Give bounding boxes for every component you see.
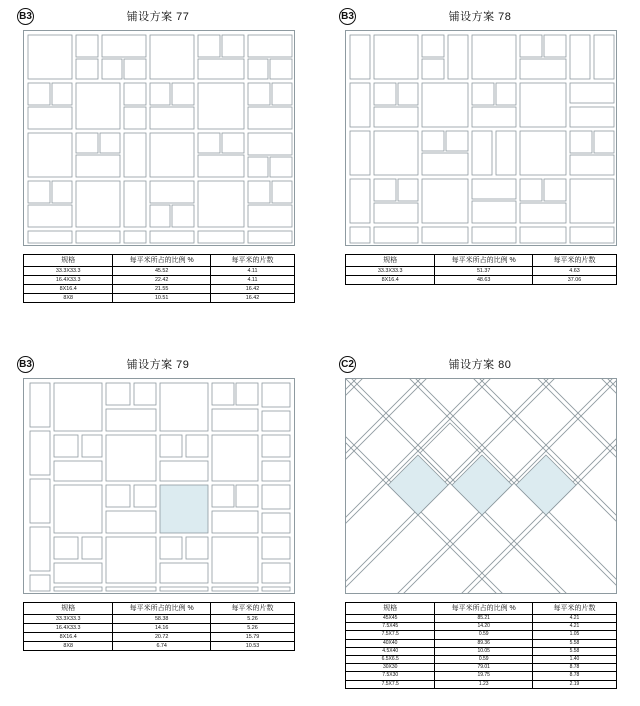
spec-table-80 [345,602,617,689]
cell-spec: 4.5X40 [346,647,435,655]
cell-ratio: 10.05 [435,647,533,655]
cell-count: 8.78 [532,672,616,680]
table-row [346,276,617,285]
page-title: 铺设方案 80 [448,359,512,371]
table-header-row [24,603,295,615]
cell-count: 4.63 [532,267,616,276]
cell-count: 4.21 [532,623,616,631]
cell-count: 5.58 [532,647,616,655]
spec-table-78 [345,254,617,285]
cell-ratio: 21.55 [113,285,211,294]
table-row [346,267,617,276]
cell-ratio: 45.52 [113,267,211,276]
table-row [346,639,617,647]
col-count: 每平米的片数 [210,255,294,267]
cell-spec: 8X16.4 [24,285,113,294]
tiling-diagram-77 [23,30,295,246]
panel-badge: C2 [339,356,356,373]
cell-spec: 30X30 [346,664,435,672]
panel-plan-79 [5,352,311,692]
cell-spec: 6.5X6.5 [346,656,435,664]
table-row [346,647,617,655]
cell-count: 5.26 [210,624,294,633]
page-title: 铺设方案 79 [126,359,190,371]
cell-ratio: 0.59 [435,631,533,639]
cell-ratio: 19.75 [435,672,533,680]
cell-count: 16.42 [210,294,294,303]
panel-badge: B3 [17,8,34,25]
cell-ratio: 48.63 [435,276,533,285]
col-spec: 规格 [346,255,435,267]
cell-ratio: 89.36 [435,639,533,647]
tiling-diagram-80 [345,378,617,594]
col-spec: 规格 [346,603,435,615]
cell-count: 1.40 [532,656,616,664]
cell-ratio: 79.01 [435,664,533,672]
table-row [346,656,617,664]
cell-count: 10.53 [210,642,294,651]
panel-plan-80 [327,352,633,692]
table-header-row [346,255,617,267]
spec-table-79 [23,602,295,651]
cell-spec: 16.4X33.3 [24,276,113,285]
table-row [24,267,295,276]
table-row [24,285,295,294]
table-row [24,642,295,651]
table-header-row [24,255,295,267]
page-title: 铺设方案 78 [448,11,512,23]
table-row [24,615,295,624]
cell-spec: 7.5X7.5 [346,631,435,639]
table-row [346,631,617,639]
tiling-diagram-78 [345,30,617,246]
cell-spec: 33.3X33.3 [346,267,435,276]
cell-spec: 7.5X7.5 [346,680,435,688]
cell-ratio: 14.20 [435,623,533,631]
col-ratio: 每平米所占的比例 % [435,255,533,267]
cell-count: 37.06 [532,276,616,285]
cell-count: 15.79 [210,633,294,642]
cell-spec: 8X16.4 [346,276,435,285]
tiling-diagram-79 [23,378,295,594]
col-spec: 规格 [24,603,113,615]
cell-spec: 8X8 [24,294,113,303]
panel-badge: B3 [17,356,34,373]
table-header-row [346,603,617,615]
cell-ratio: 20.72 [113,633,211,642]
cell-count: 2.19 [532,680,616,688]
table-row [24,294,295,303]
table-row [346,680,617,688]
table-row [346,664,617,672]
table-row [24,624,295,633]
cell-spec: 33.3X33.3 [24,267,113,276]
table-row [346,615,617,623]
col-count: 每平米的片数 [210,603,294,615]
cell-ratio: 10.51 [113,294,211,303]
cell-spec: 8X8 [24,642,113,651]
cell-ratio: 0.59 [435,656,533,664]
cell-count: 8.78 [532,664,616,672]
spec-table-77 [23,254,295,303]
cell-ratio: 6.74 [113,642,211,651]
panel-plan-77 [5,4,311,344]
cell-spec: 45X45 [346,615,435,623]
col-ratio: 每平米所占的比例 % [113,603,211,615]
cell-spec: 7.5X30 [346,672,435,680]
cell-ratio: 85.21 [435,615,533,623]
table-row [346,672,617,680]
col-count: 每平米的片数 [532,255,616,267]
cell-count: 5.26 [210,615,294,624]
cell-ratio: 58.38 [113,615,211,624]
cell-spec: 40X40 [346,639,435,647]
cell-ratio: 1.23 [435,680,533,688]
cell-ratio: 14.16 [113,624,211,633]
cell-spec: 7.5X45 [346,623,435,631]
cell-ratio: 51.37 [435,267,533,276]
cell-count: 4.11 [210,276,294,285]
cell-count: 4.21 [532,615,616,623]
table-row [346,623,617,631]
page-title: 铺设方案 77 [126,11,190,23]
col-ratio: 每平米所占的比例 % [113,255,211,267]
cell-count: 1.05 [532,631,616,639]
cell-count: 4.11 [210,267,294,276]
cell-ratio: 22.42 [113,276,211,285]
cell-count: 5.58 [532,639,616,647]
panel-badge: B3 [339,8,356,25]
cell-spec: 8X16.4 [24,633,113,642]
cell-spec: 16.4X33.3 [24,624,113,633]
cell-spec: 33.3X33.3 [24,615,113,624]
cell-count: 16.42 [210,285,294,294]
table-row [24,633,295,642]
table-row [24,276,295,285]
col-ratio: 每平米所占的比例 % [435,603,533,615]
col-count: 每平米的片数 [532,603,616,615]
panel-plan-78 [327,4,633,344]
col-spec: 规格 [24,255,113,267]
